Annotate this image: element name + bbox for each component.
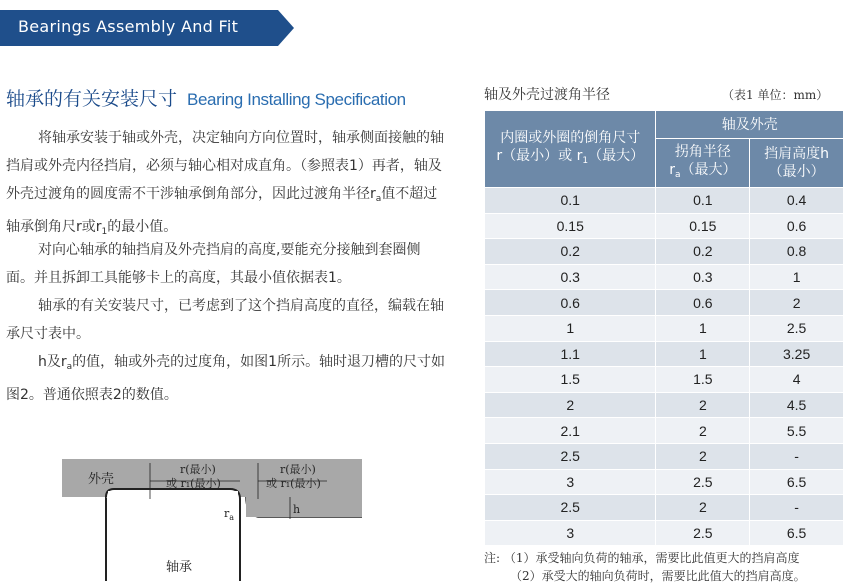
cell-shoulder-height: 0.4: [750, 188, 844, 214]
cell-corner-radius: 2.5: [656, 520, 750, 546]
header-chamfer-size: [485, 111, 656, 188]
paragraph-3: [6, 292, 446, 348]
cell-corner-radius: 2: [656, 495, 750, 521]
ra-label-r: r: [224, 507, 230, 520]
table-unit: （表1 单位：mm）: [722, 88, 829, 102]
section-title-en: Bearing Installing Specification: [187, 90, 406, 109]
cell-corner-radius: 0.3: [656, 264, 750, 290]
cell-shoulder-height: 4: [750, 367, 844, 393]
header-col2-line2-text: （最大）: [680, 161, 737, 178]
table-row: [485, 264, 844, 290]
note-line-2: （2）承受大的轴向负荷时，需要比此值大的挡肩高度。: [510, 569, 806, 583]
or-r1-label: 或 r₁(最小): [166, 477, 221, 490]
section-banner: [0, 10, 294, 46]
header-corner-radius: [656, 139, 750, 188]
cell-shoulder-height: 0.6: [750, 213, 844, 239]
note-text-1: （1）承受轴向负荷的轴承，需要比此值更大的挡肩高度: [503, 551, 800, 565]
cell-chamfer: 3: [485, 520, 656, 546]
cell-shoulder-height: 2: [750, 290, 844, 316]
cell-shoulder-height: 5.5: [750, 418, 844, 444]
cell-chamfer: 0.3: [485, 264, 656, 290]
cell-chamfer: 2.5: [485, 495, 656, 521]
table-row: [485, 520, 844, 546]
cell-chamfer: 1: [485, 315, 656, 341]
cell-chamfer: 2.5: [485, 443, 656, 469]
p3-text: 轴承的有关安装尺寸，已考虑到了这个挡肩高度的直径，编载在轴承尺寸表中。: [6, 298, 444, 342]
or-r1-label-right: 或 r₁(最小): [266, 477, 321, 490]
header-col2-sub: a: [674, 169, 681, 180]
table-row: [485, 495, 844, 521]
header-col2-r: r: [669, 161, 675, 178]
table-notes: [484, 549, 806, 585]
table-row: [485, 392, 844, 418]
p1-text-a: 将轴承安装于轴或外壳，决定轴向方向位置时，轴承侧面接触的轴挡肩或外壳内径挡肩，必须与轴心相对成直角。（参照表1）再者，轴及外壳过渡角的圆度需不干涉轴承倒角部分，因此过渡角半径r: [6, 130, 444, 202]
p4-sub: a: [66, 362, 73, 372]
p1-text-c: 的最小值。: [107, 219, 178, 235]
cell-chamfer: 2.1: [485, 418, 656, 444]
section-title-cn: 轴承的有关安装尺寸: [6, 88, 178, 110]
table-row: [485, 239, 844, 265]
header-shoulder-height: [750, 139, 844, 188]
cell-corner-radius: 2: [656, 392, 750, 418]
p1-text-b: 值不超过轴承倒角尺r或r: [6, 186, 438, 235]
table-body: [485, 188, 844, 546]
cell-shoulder-height: -: [750, 443, 844, 469]
table-row: [485, 213, 844, 239]
table-row: [485, 367, 844, 393]
table-row: [485, 188, 844, 214]
note-label: 注:: [484, 551, 501, 565]
cell-corner-radius: 0.15: [656, 213, 750, 239]
spec-table: [484, 110, 844, 546]
header-col2-line1: 拐角半径: [674, 143, 731, 160]
cell-chamfer: 0.6: [485, 290, 656, 316]
bearing-label: 轴承: [166, 560, 193, 575]
cell-chamfer: 1.5: [485, 367, 656, 393]
cell-chamfer: 1.1: [485, 341, 656, 367]
cell-corner-radius: 1: [656, 315, 750, 341]
installation-diagram: [62, 459, 372, 581]
cell-chamfer: 0.1: [485, 188, 656, 214]
cell-chamfer: 0.2: [485, 239, 656, 265]
cell-shoulder-height: 6.5: [750, 520, 844, 546]
r-min-label: r(最小): [180, 463, 216, 476]
cell-chamfer: 2: [485, 392, 656, 418]
cell-chamfer: 0.15: [485, 213, 656, 239]
table-title: 轴及外壳过渡角半径: [484, 87, 610, 103]
cell-shoulder-height: 6.5: [750, 469, 844, 495]
header-col2-line2: [656, 161, 749, 184]
header-group: 轴及外壳: [656, 111, 844, 139]
paragraph-4: [6, 348, 446, 409]
p1-sub-a: a: [375, 194, 382, 204]
ra-label-sub: a: [229, 513, 235, 522]
p4-text-b: 的值，轴或外壳的过度角，如图1所示。轴时退刀槽的尺寸如图2。普通依照表2的数值。: [6, 354, 446, 403]
header-col1-line2: [485, 147, 655, 170]
cell-shoulder-height: 3.25: [750, 341, 844, 367]
table-row: [485, 290, 844, 316]
p1-sub-1: 1: [101, 227, 108, 237]
cell-shoulder-height: 0.8: [750, 239, 844, 265]
section-title: [6, 84, 406, 111]
cell-corner-radius: 1.5: [656, 367, 750, 393]
cell-corner-radius: 0.2: [656, 239, 750, 265]
cell-chamfer: 3: [485, 469, 656, 495]
cell-corner-radius: 0.1: [656, 188, 750, 214]
shoulder-fill: [246, 497, 362, 517]
cell-shoulder-height: 1: [750, 264, 844, 290]
cell-corner-radius: 2.5: [656, 469, 750, 495]
housing-label: 外壳: [88, 472, 115, 487]
note-line-1: [484, 549, 806, 567]
header-col3-line1: 挡肩高度h: [764, 146, 830, 162]
cell-corner-radius: 0.6: [656, 290, 750, 316]
table-row: [485, 469, 844, 495]
table-row: [485, 418, 844, 444]
header-col1-line2-sub: 1: [582, 155, 589, 166]
cell-shoulder-height: 4.5: [750, 392, 844, 418]
r-min-label-right: r(最小): [280, 463, 316, 476]
header-col3-line2: （最小）: [768, 164, 825, 180]
p2-text: 对向心轴承的轴挡肩及外壳挡肩的高度,要能充分接触到套圈侧面。并且拆卸工具能够卡上的高度，其最小值依据表1。: [6, 242, 421, 286]
cell-corner-radius: 2: [656, 418, 750, 444]
header-col1-line2-a: r（最小）或 r: [496, 147, 583, 164]
paragraph-1: [6, 124, 446, 246]
paragraph-2: [6, 236, 446, 292]
cell-shoulder-height: -: [750, 495, 844, 521]
table-row: [485, 315, 844, 341]
cell-corner-radius: 1: [656, 341, 750, 367]
p4-text-a: h及r: [38, 354, 67, 370]
table-row: [485, 341, 844, 367]
cell-shoulder-height: 2.5: [750, 315, 844, 341]
cell-corner-radius: 2: [656, 443, 750, 469]
banner-title: Bearings Assembly And Fit: [18, 17, 239, 36]
h-label: h: [293, 503, 301, 516]
header-col1-line1: 内圈或外圈的倒角尺寸: [500, 129, 641, 146]
table-row: [485, 443, 844, 469]
header-col1-line2-b: （最大）: [588, 147, 645, 164]
